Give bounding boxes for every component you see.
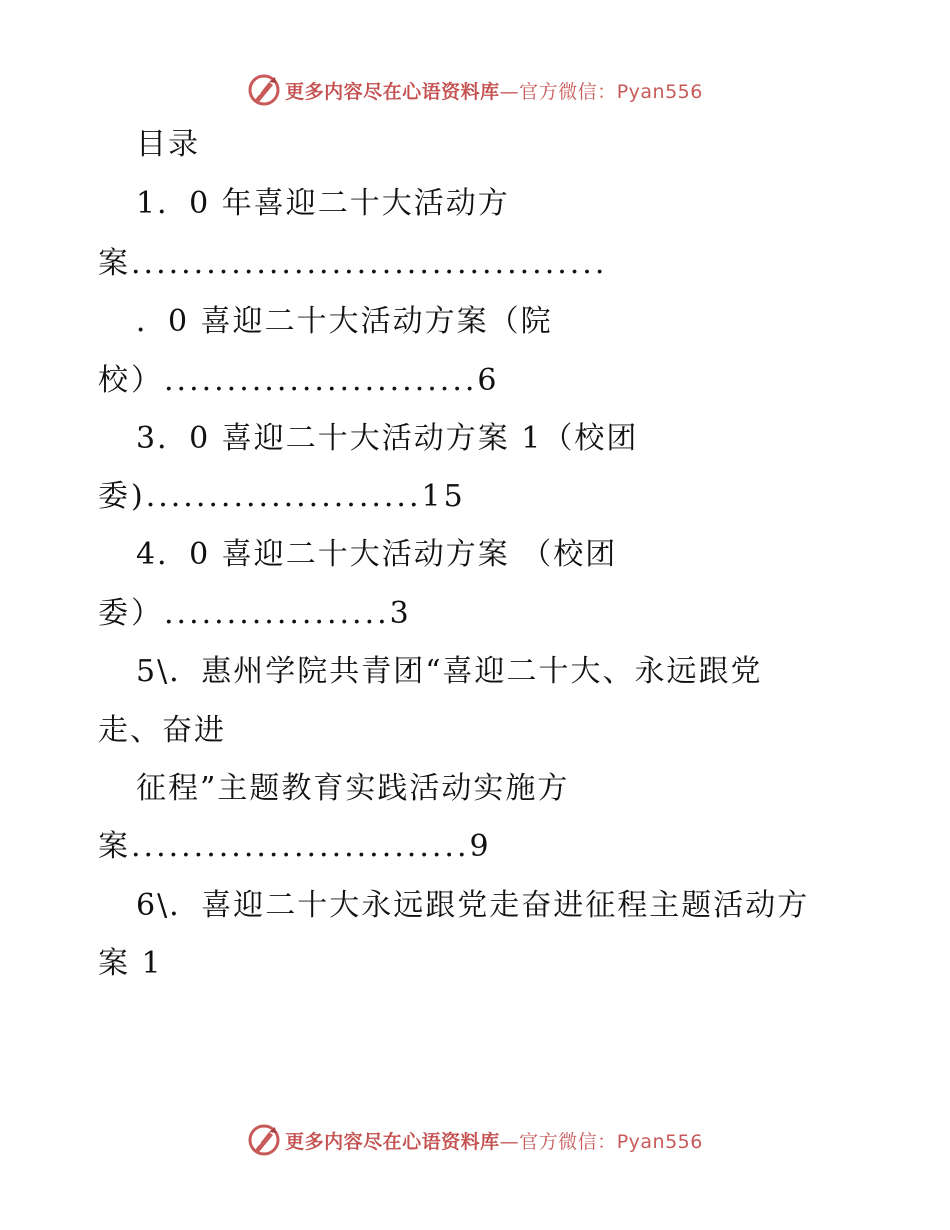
toc-entry-5-line1: 5\．惠州学院共青团“喜迎二十大、永远跟党 — [136, 654, 763, 689]
toc-entry-3-line1: 3．0 喜迎二十大活动方案 1（校团 — [136, 421, 639, 456]
toc-entry-6-line1: 6\．喜迎二十大永远跟党走奋进征程主题活动方 — [136, 888, 810, 923]
quill-logo-icon — [247, 1123, 281, 1157]
toc-entry-2-line1: ．0 喜迎二十大活动方案（院 — [136, 304, 553, 339]
toc-entry-1-line2: 案...................................... — [98, 246, 608, 281]
footer-watermark — [0, 1120, 950, 1160]
toc-entry-5-line3: 征程”主题教育实践活动实施方 — [136, 771, 570, 806]
toc-entry-2-line2: 校）.........................6 — [98, 363, 500, 398]
watermark-official: 官方微信： — [519, 1130, 617, 1153]
watermark-dash: — — [499, 80, 520, 103]
toc-entry-6-line2: 案 1 — [98, 946, 163, 981]
toc-entry-4-line1: 4．0 喜迎二十大活动方案 （校团 — [136, 537, 618, 572]
toc-entry-3-line2: 委)......................15 — [98, 479, 466, 514]
toc-title: 目录 — [136, 127, 200, 162]
watermark-wechat-id: Pyan556 — [616, 1130, 703, 1153]
watermark-official: 官方微信： — [519, 80, 617, 103]
toc-entry-5-line2: 走、奋进 — [98, 713, 226, 748]
toc-entry-4-line2: 委）..................3 — [98, 596, 412, 631]
toc-entry-1-line1: 1．0 年喜迎二十大活动方 — [136, 186, 510, 221]
watermark-title: 更多内容尽在心语资料库 — [285, 80, 500, 103]
toc-entry-5-line4: 案...........................9 — [98, 829, 492, 864]
watermark-wechat-id: Pyan556 — [616, 80, 703, 103]
watermark-title: 更多内容尽在心语资料库 — [285, 1130, 500, 1153]
watermark-dash: — — [499, 1130, 520, 1153]
